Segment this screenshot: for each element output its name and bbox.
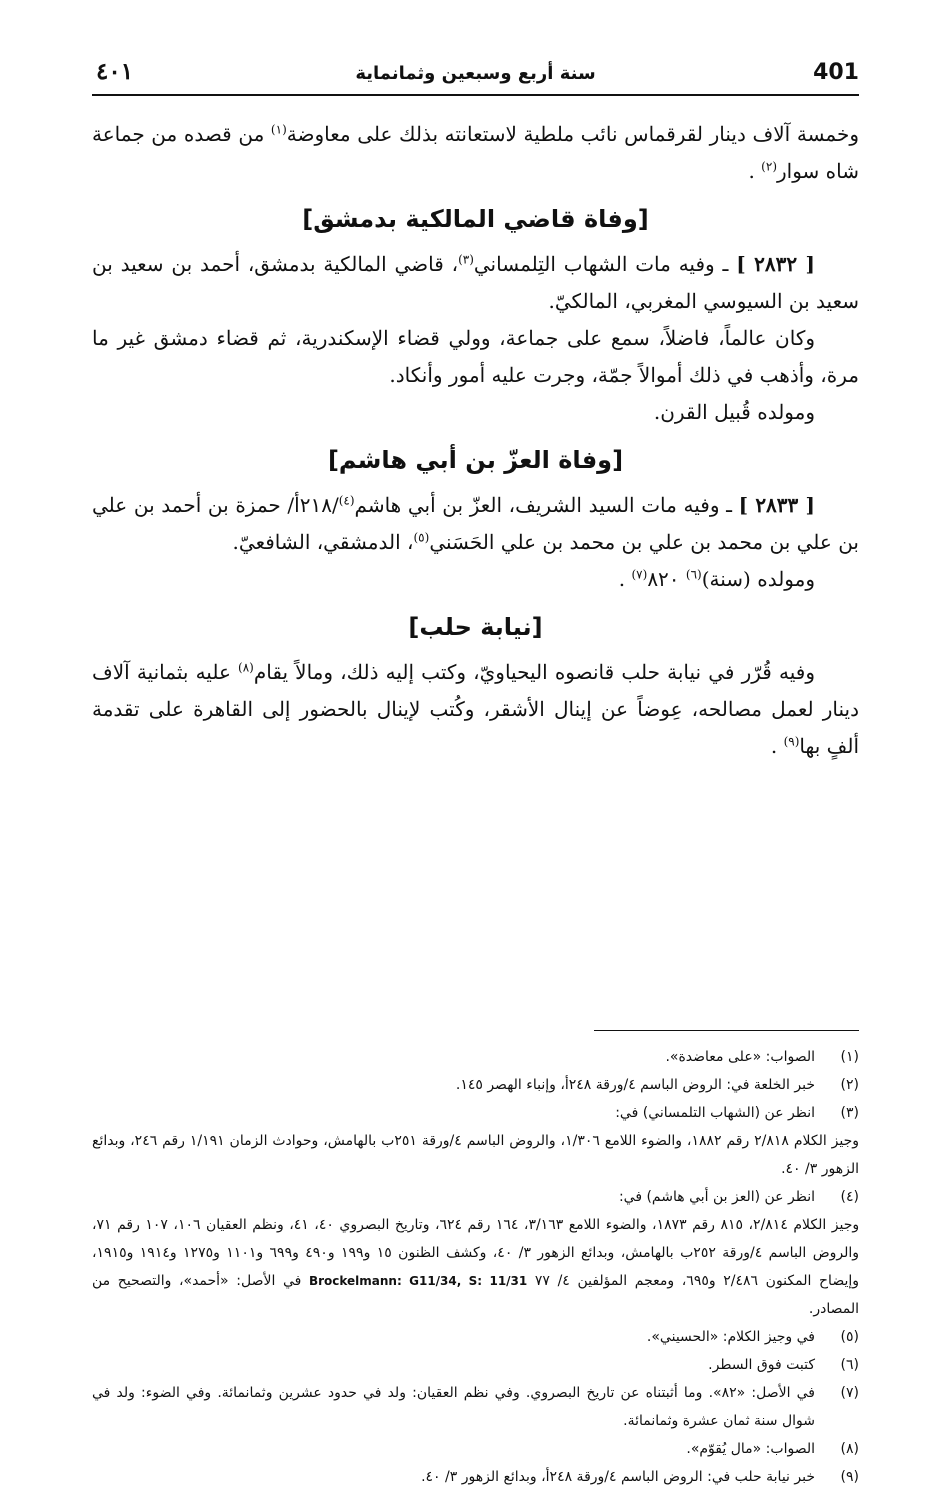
page-number-arabic: ٤٠١: [96, 58, 134, 85]
footnote: (٦) كتبت فوق السطر.: [708, 1357, 859, 1373]
footnote-ref: (١): [270, 122, 287, 137]
paragraph: ومولده قُبيل القرن.: [653, 400, 815, 424]
footnote-divider: [594, 1030, 859, 1031]
footnote-continuation: وجيز الكلام ٢/٨١٤، ٨١٥ رقم ١٨٧٣، والضوء اللامع ٣/١٦٣، ١٦٤ رقم ٦٢٤، وتاريخ البصروي ٤٠، ٤١، ونظم العقيان ١٠٦، ١٠٧ رقم ٧١، والروض الباسم ٤/ورقة ٢٥٢ب بالهامش، وبدائع الزهور ٣/ ٤٠، وكشف الظنون ١٥ و١٩٩ و٤٩٠ و٦٩٩ و١١٠١ و١٢٧٥ و١٩١٤ و١٩١٥، وإيضاح المكنون ٢/٤٨٦ و٦٩٥، ومعجم المؤلفين ٤/ ٧٧ Brockelmann: G11/34, S: 11/31 في الأصل: «أحمد»، والتصحيح من المصادر.: [92, 1217, 860, 1317]
entry-number: [ ٢٨٣٣ ]: [738, 493, 815, 517]
footnote-ref: (٤): [338, 493, 355, 508]
paragraph-continuation: وخمسة آلاف دينار لقرقماس نائب ملطية لاستعانته بذلك على معاوضة$^{(١)}$ من قصده من جماعة شاه سوار$^{(٢)}$ .: [92, 122, 859, 183]
footnote: (١) الصواب: «على معاضدة».: [665, 1049, 859, 1065]
footnote: (٧) في الأصل: «٨٢». وما أثبتناه عن تاريخ البصروي. وفي نظم العقيان: ولد في حدود عشرين وثمانمائة. وفي الضوء: ولد في شوال سنة ثمان عشرة وثمانمائة.: [92, 1385, 859, 1429]
footnote: (٤) انظر عن (العز بن أبي هاشم) في:: [618, 1189, 859, 1205]
footnote: (٨) الصواب: «مال يُقوّم».: [686, 1441, 859, 1457]
section-heading: [نيابة حلب]: [408, 613, 543, 641]
footnote: (٩) خبر نيابة حلب في: الروض الباسم ٤/ورقة ٢٤٨أ، وبدائع الزهور ٣/ ٤٠.: [421, 1469, 859, 1485]
footnote-ref: (٣): [458, 252, 474, 267]
footnote-ref: (٢): [761, 159, 777, 174]
footnote-ref: (٩): [783, 734, 800, 749]
footnote-ref: (٨): [238, 660, 254, 675]
footnote-ref: (٦): [685, 567, 702, 582]
entry-number: [ ٢٨٣٢ ]: [736, 252, 815, 276]
footnote: (٢) خبر الخلعة في: الروض الباسم ٤/ورقة ٢٤٨أ، وإنباء الهصر ١٤٥.: [455, 1077, 859, 1093]
section-heading: [وفاة قاضي المالكية بدمشق]: [302, 205, 649, 233]
footnote-continuation: وجيز الكلام ٢/٨١٨ رقم ١٨٨٢، والضوء اللامع ١/٣٠٦، والروض الباسم ٤/ورقة ٢٥١ب بالهامش، وحوادث الزمان ١/١٩١ رقم ٢٤٦، وبدائع الزهور ٣/ ٤٠.: [92, 1133, 860, 1177]
footnotes: [92, 1043, 859, 1491]
footnote: (٣) انظر عن (الشهاب التلمساني) في:: [615, 1105, 859, 1121]
page-number-latin: 401: [813, 60, 859, 85]
entry-paragraph: [ ٢٨٣٣ ] ـ وفيه مات السيد الشريف، العزّ بن أبي هاشم$^{(٤)}$/٢١٨أ/ حمزة بن أحمد بن علي بن علي بن محمد بن علي بن محمد بن علي الحَسَني$^{(٥)}$، الدمشقي، الشافعيّ.: [92, 493, 859, 554]
footnote-ref: (٥): [413, 530, 430, 545]
footnote: (٥) في وجيز الكلام: «الحسيني».: [646, 1329, 859, 1345]
entry-paragraph: [ ٢٨٣٢ ] ـ وفيه مات الشهاب التِلمساني$^{(٣)}$، قاضي المالكية بدمشق، أحمد بن سعيد بن سعيد بن السيوسي المغربي، المالكيّ.: [92, 252, 859, 313]
page-header: [92, 58, 859, 96]
section-heading: [وفاة العزّ بن أبي هاشم]: [327, 446, 624, 474]
latin-reference: Brockelmann: G11/34, S: 11/31: [308, 1274, 528, 1288]
footnote-ref: (٧): [631, 567, 648, 582]
running-title: سنة أربع وسبعين وثمانماية: [355, 63, 596, 84]
paragraph: وفيه قُرّر في نيابة حلب قانصوه اليحياويّ، وكتب إليه ذلك، ومالاً يقام$^{(٨)}$ عليه بثمانية آلاف دينار لعمل مصالحه، عِوضاً عن إينال الأشقر، وكُتب لإينال بالحضور إلى القاهرة على تقدمة ألفٍ بها$^{(٩)}$ .: [92, 660, 859, 758]
paragraph: وكان عالماً، فاضلاً، سمع على جماعة، وولي قضاء الإسكندرية، ثم قضاء دمشق غير ما مرة، وأذهب في ذلك أموالاً جمّة، وجرت عليه أمور وأنكاد.: [92, 326, 859, 387]
paragraph: ومولده (سنة)$^{(٦)}$ ٨٢٠$^{(٧)}$ .: [618, 567, 815, 591]
main-text: [92, 116, 859, 765]
